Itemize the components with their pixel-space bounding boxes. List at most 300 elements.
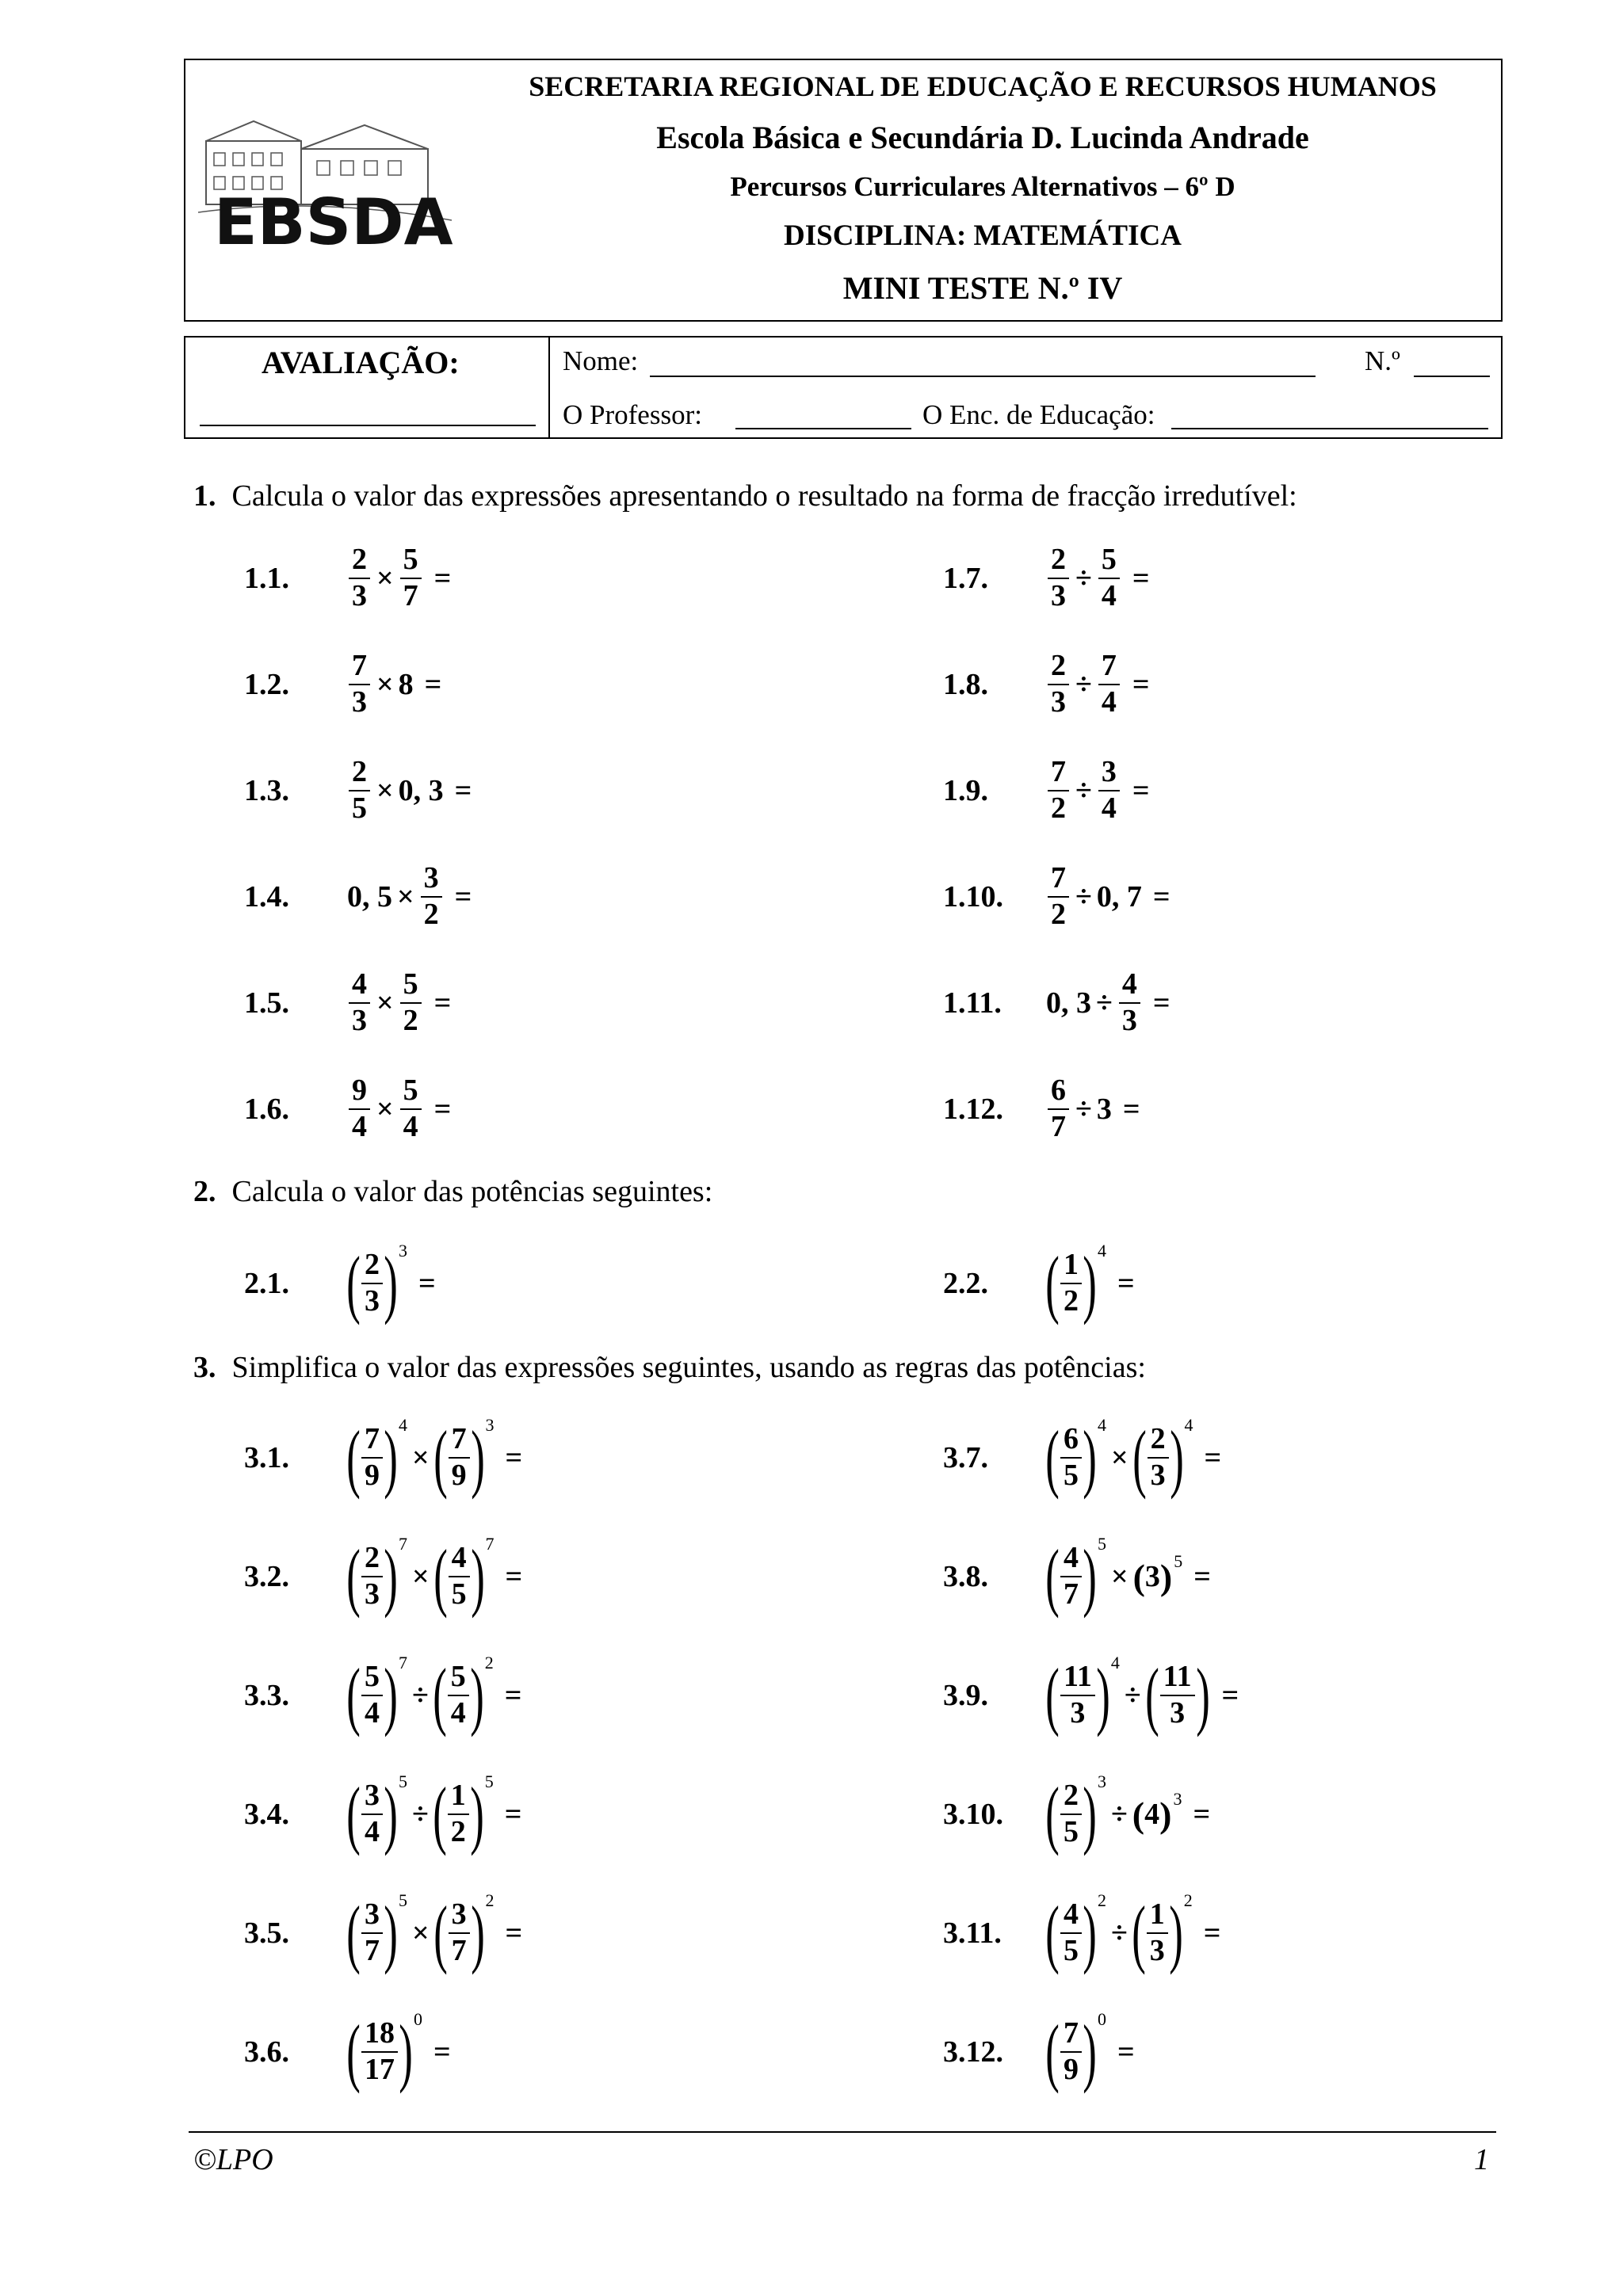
exponent: 4 — [398, 1415, 407, 1435]
question-text: Simplifica o valor das expressões seguintes, usando as regras das potências: — [231, 1351, 1146, 1384]
denominator: 7 — [1063, 1577, 1079, 1611]
exercise-item — [244, 1521, 522, 1632]
expression — [1046, 757, 1150, 825]
right-paren: ) — [384, 1890, 398, 1975]
equals-sign: = — [1132, 562, 1150, 595]
denominator: 5 — [1063, 1459, 1079, 1492]
fraction — [349, 544, 370, 612]
expression — [346, 1772, 522, 1856]
footer-copyright: ©LPO — [193, 2143, 273, 2176]
power-expression — [346, 1241, 407, 1325]
left-paren: ( — [1045, 2009, 1060, 2094]
fraction — [349, 1075, 370, 1143]
fraction — [361, 1249, 383, 1318]
exercise-number: 3.4. — [244, 1798, 289, 1831]
evaluation-grade-line[interactable] — [200, 425, 536, 426]
exercise-item — [244, 948, 451, 1058]
exercise-item — [943, 1997, 1135, 2107]
teacher-field[interactable] — [735, 428, 911, 429]
exercise-item — [943, 735, 1150, 846]
exercise-number: 3.9. — [943, 1679, 988, 1712]
exponent: 3 — [1097, 1772, 1106, 1791]
power-expression — [1045, 1772, 1106, 1856]
right-paren: ) — [470, 1534, 485, 1619]
teacher-label: O Professor: — [563, 399, 702, 430]
expression — [1045, 1415, 1222, 1500]
equals-sign: = — [1204, 1441, 1222, 1474]
numerator: 3 — [423, 861, 439, 895]
fraction — [349, 969, 370, 1037]
numerator: 1 — [1063, 1248, 1079, 1282]
equals-sign: = — [1132, 668, 1150, 701]
equals-sign: = — [454, 880, 472, 913]
numerator: 7 — [1101, 649, 1117, 683]
base-value: 3 — [1144, 1560, 1160, 1593]
numerator: 4 — [1063, 1541, 1079, 1575]
numerator: 5 — [450, 1660, 466, 1694]
exercise-item — [943, 948, 1170, 1058]
equals-sign: = — [1193, 1560, 1211, 1593]
numerator: 4 — [1121, 967, 1137, 1001]
fraction — [1048, 863, 1069, 931]
exercise-number: 3.6. — [244, 2035, 289, 2069]
fraction — [448, 1661, 469, 1730]
exercise-item — [244, 735, 472, 846]
exponent: 3 — [1173, 1788, 1182, 1809]
evaluation-box — [184, 336, 1503, 439]
power-expression — [1045, 1653, 1120, 1737]
power-expression — [346, 1890, 407, 1975]
right-paren: ) — [1096, 1653, 1110, 1737]
denominator: 2 — [1051, 898, 1066, 931]
fraction — [1048, 757, 1069, 825]
expression — [346, 1241, 436, 1325]
left-paren: ( — [433, 1890, 448, 1975]
exponent: 5 — [398, 1772, 407, 1791]
operator: × — [411, 1560, 430, 1593]
left-paren: ( — [1144, 1653, 1159, 1737]
operator: ÷ — [1075, 880, 1092, 913]
right-paren: ) — [1083, 2009, 1097, 2094]
exponent: 5 — [1097, 1534, 1106, 1554]
fraction — [1060, 1424, 1082, 1492]
operator: × — [1110, 1560, 1128, 1593]
operator: ÷ — [1124, 1679, 1141, 1712]
denominator: 3 — [1150, 1459, 1166, 1492]
equals-sign: = — [454, 774, 472, 807]
numerator: 5 — [403, 1074, 418, 1108]
question-3-heading — [193, 1350, 1146, 1385]
operator: ÷ — [1110, 1798, 1128, 1831]
expression — [1046, 544, 1150, 612]
fraction — [361, 1661, 383, 1730]
fraction — [449, 1424, 470, 1492]
right-paren: ) — [384, 1653, 398, 1737]
expression — [1045, 2009, 1135, 2094]
expression — [347, 544, 451, 612]
header-course: Percursos Curriculares Alternativos – 6º D — [730, 171, 1235, 202]
fraction — [1148, 1424, 1169, 1492]
expression — [1045, 1772, 1211, 1856]
denominator: 4 — [364, 1815, 380, 1848]
numerator: 7 — [352, 649, 367, 683]
denominator: 3 — [1121, 1004, 1137, 1037]
exercise-number: 1.6. — [244, 1093, 289, 1126]
exponent: 5 — [398, 1890, 407, 1910]
operator: ÷ — [1075, 774, 1092, 807]
left-paren: ( — [1132, 1415, 1147, 1500]
expression — [1046, 969, 1170, 1037]
base-value: 4 — [1144, 1798, 1160, 1831]
fraction — [421, 863, 442, 931]
right-paren: ) — [399, 2009, 413, 2094]
exercise-number: 1.3. — [244, 774, 289, 807]
fraction — [361, 1780, 383, 1848]
equals-sign: = — [1122, 1093, 1140, 1126]
power-expression — [1045, 1241, 1106, 1325]
footer-page-number: 1 — [1474, 2143, 1489, 2176]
right-paren: ) — [1159, 1794, 1172, 1835]
equals-sign: = — [1193, 1798, 1211, 1831]
exponent: 7 — [398, 1534, 407, 1554]
expression — [346, 1890, 523, 1975]
fraction — [1060, 2018, 1082, 2086]
expression — [347, 757, 472, 825]
equals-sign: = — [1132, 774, 1150, 807]
fraction — [349, 650, 370, 719]
denominator: 3 — [352, 685, 367, 719]
operator: × — [397, 880, 414, 913]
numerator: 2 — [364, 1248, 380, 1282]
expression — [347, 863, 472, 931]
operator: ÷ — [1075, 668, 1092, 701]
equals-sign: = — [418, 1267, 436, 1300]
denominator: 5 — [451, 1577, 467, 1611]
question-number: 1. — [193, 479, 216, 513]
power-expression — [432, 1653, 494, 1737]
exercise-number: 3.1. — [244, 1441, 289, 1474]
exercise-item — [943, 1054, 1140, 1165]
numerator: 1 — [450, 1779, 466, 1813]
number-value: 0, 5 — [347, 880, 392, 913]
operator: × — [376, 986, 394, 1020]
operator: × — [1110, 1441, 1128, 1474]
exponent: 0 — [1097, 2009, 1106, 2029]
right-paren: ) — [1083, 1241, 1097, 1325]
exercise-item — [244, 1402, 522, 1513]
exercise-number: 1.1. — [244, 562, 289, 595]
logo-lettering: EBSDA — [214, 185, 453, 259]
exercise-number: 3.12. — [943, 2035, 1003, 2069]
evaluation-divider — [548, 338, 550, 437]
numerator: 6 — [1051, 1074, 1066, 1108]
operator: ÷ — [1096, 986, 1113, 1020]
exercise-item — [244, 1759, 521, 1870]
equals-sign: = — [1152, 986, 1170, 1020]
right-paren: ) — [1169, 1415, 1184, 1500]
expression — [347, 969, 451, 1037]
exponent: 4 — [1184, 1415, 1193, 1435]
exponent: 2 — [1097, 1890, 1106, 1910]
fraction — [1060, 1899, 1082, 1967]
expression — [346, 2009, 451, 2094]
operator: × — [411, 1441, 430, 1474]
number-value: 3 — [1096, 1093, 1112, 1126]
numerator: 5 — [1101, 543, 1117, 577]
fraction — [400, 1075, 422, 1143]
denominator: 9 — [364, 1459, 380, 1492]
exponent: 4 — [1097, 1415, 1106, 1435]
numerator: 3 — [451, 1897, 467, 1932]
exercise-item — [943, 629, 1150, 740]
fraction — [349, 757, 370, 825]
equals-sign: = — [424, 668, 442, 701]
fraction — [400, 969, 422, 1037]
numerator: 4 — [1063, 1897, 1079, 1932]
numerator: 2 — [1051, 649, 1066, 683]
right-paren: ) — [1083, 1534, 1097, 1619]
number-label: N.º — [1365, 345, 1400, 376]
numerator: 2 — [1051, 543, 1066, 577]
denominator: 5 — [352, 791, 367, 825]
power-expression — [346, 1653, 407, 1737]
guardian-field[interactable] — [1171, 428, 1488, 429]
name-label: Nome: — [563, 345, 639, 376]
question-2-heading — [193, 1174, 712, 1209]
exercise-number: 3.7. — [943, 1441, 988, 1474]
exponent: 2 — [485, 1890, 495, 1910]
right-paren: ) — [384, 1415, 398, 1500]
expression — [346, 1653, 522, 1737]
equals-sign: = — [1221, 1679, 1239, 1712]
denominator: 3 — [364, 1284, 380, 1318]
exponent: 2 — [1183, 1890, 1193, 1910]
exponent: 3 — [398, 1241, 407, 1261]
right-paren: ) — [469, 1653, 484, 1737]
evaluation-label: AVALIAÇÃO: — [262, 345, 460, 380]
right-paren: ) — [470, 1890, 485, 1975]
equals-sign: = — [1117, 1267, 1135, 1300]
left-paren: ( — [432, 1653, 447, 1737]
exercise-item — [943, 523, 1150, 634]
left-paren: ( — [346, 1653, 361, 1737]
number-value: 0, 3 — [1046, 986, 1091, 1020]
equals-sign: = — [433, 562, 452, 595]
equals-sign: = — [505, 1441, 523, 1474]
exercise-number: 1.10. — [943, 880, 1003, 913]
numerator: 2 — [1063, 1779, 1079, 1813]
exercise-number: 3.10. — [943, 1798, 1003, 1831]
equals-sign: = — [505, 1560, 523, 1593]
exercise-item — [244, 1878, 522, 1989]
header-test-title: MINI TESTE N.º IV — [842, 270, 1123, 306]
denominator: 7 — [403, 579, 418, 612]
operator: ÷ — [1075, 1093, 1092, 1126]
equals-sign: = — [433, 1093, 452, 1126]
number-field[interactable] — [1414, 376, 1490, 377]
name-field[interactable] — [650, 376, 1316, 377]
denominator: 7 — [364, 1934, 380, 1967]
denominator: 5 — [1063, 1815, 1079, 1848]
operator: ÷ — [411, 1798, 429, 1831]
left-paren: ( — [1132, 1556, 1145, 1597]
operator: × — [376, 562, 394, 595]
denominator: 3 — [352, 579, 367, 612]
equals-sign: = — [1203, 1917, 1221, 1950]
number-value: 0, 7 — [1096, 880, 1142, 913]
operator: × — [376, 1093, 394, 1126]
numerator: 7 — [1063, 2016, 1079, 2050]
exponent: 7 — [485, 1534, 495, 1554]
fraction — [361, 1424, 383, 1492]
right-paren: ) — [1083, 1772, 1097, 1856]
exercise-item — [943, 1878, 1220, 1989]
exponent: 4 — [1097, 1241, 1106, 1261]
exercise-item — [943, 1640, 1239, 1751]
exercise-number: 1.12. — [943, 1093, 1003, 1126]
power-expression — [1045, 1415, 1106, 1500]
denominator: 2 — [423, 898, 439, 931]
fraction — [1098, 757, 1120, 825]
denominator: 17 — [364, 2053, 395, 2086]
footer-rule — [189, 2131, 1496, 2133]
power-expression — [346, 1534, 407, 1619]
exponent: 5 — [484, 1772, 494, 1791]
expression — [1046, 1075, 1140, 1143]
exercise-item — [244, 1997, 451, 2107]
exercise-number: 3.3. — [244, 1679, 289, 1712]
right-paren: ) — [1083, 1890, 1097, 1975]
fraction — [361, 1899, 383, 1967]
numerator: 11 — [1063, 1660, 1092, 1694]
denominator: 3 — [1051, 685, 1066, 719]
denominator: 3 — [1070, 1696, 1086, 1730]
denominator: 7 — [451, 1934, 467, 1967]
number-value: 8 — [398, 668, 414, 701]
left-paren: ( — [1045, 1241, 1060, 1325]
left-paren: ( — [1045, 1890, 1060, 1975]
exercise-item — [244, 629, 441, 740]
expression — [1045, 1653, 1239, 1737]
numerator: 9 — [352, 1074, 367, 1108]
fraction — [449, 1543, 470, 1611]
equals-sign: = — [504, 1679, 522, 1712]
power-expression — [433, 1890, 495, 1975]
right-paren: ) — [384, 1534, 398, 1619]
header-subject: DISCIPLINA: MATEMÁTICA — [784, 219, 1182, 252]
operator: × — [411, 1917, 430, 1950]
exercise-number: 1.9. — [943, 774, 988, 807]
question-text: Calcula o valor das expressões apresentando o resultado na forma de fracção irredutível: — [231, 479, 1297, 513]
equals-sign: = — [504, 1798, 522, 1831]
denominator: 3 — [352, 1004, 367, 1037]
right-paren: ) — [384, 1241, 398, 1325]
expression — [1046, 650, 1150, 719]
operator: ÷ — [1075, 562, 1092, 595]
exercise-item — [943, 1402, 1221, 1513]
power-expression — [1045, 2009, 1106, 2094]
power-expression — [1132, 1550, 1183, 1598]
numerator: 2 — [364, 1541, 380, 1575]
exercise-item — [244, 1228, 436, 1339]
right-paren: ) — [1083, 1415, 1097, 1500]
power-expression — [433, 1415, 495, 1500]
fraction — [1160, 1661, 1195, 1730]
right-paren: ) — [1195, 1653, 1210, 1737]
fraction — [1098, 544, 1120, 612]
numerator: 7 — [1051, 755, 1066, 789]
fraction — [1060, 1780, 1082, 1848]
exercise-number: 1.8. — [943, 668, 988, 701]
equals-sign: = — [1117, 2035, 1135, 2069]
denominator: 3 — [1170, 1696, 1186, 1730]
exercise-item — [244, 1054, 451, 1165]
numerator: 11 — [1163, 1660, 1192, 1694]
power-expression — [1144, 1653, 1211, 1737]
exercise-number: 1.5. — [244, 986, 289, 1020]
numerator: 4 — [451, 1541, 467, 1575]
fraction — [1048, 1075, 1069, 1143]
exercise-number: 1.4. — [244, 880, 289, 913]
numerator: 6 — [1063, 1422, 1079, 1456]
exponent: 4 — [1110, 1653, 1120, 1672]
equals-sign: = — [433, 986, 452, 1020]
numerator: 2 — [352, 543, 367, 577]
exponent: 7 — [398, 1653, 407, 1672]
denominator: 4 — [403, 1110, 418, 1143]
denominator: 2 — [450, 1815, 466, 1848]
left-paren: ( — [346, 2009, 361, 2094]
exercise-number: 2.1. — [244, 1267, 289, 1300]
exponent: 5 — [1174, 1550, 1183, 1571]
numerator: 4 — [352, 967, 367, 1001]
denominator: 3 — [364, 1577, 380, 1611]
left-paren: ( — [433, 1415, 448, 1500]
fraction — [1098, 650, 1120, 719]
numerator: 2 — [1150, 1422, 1166, 1456]
right-paren: ) — [470, 1415, 485, 1500]
fraction — [1048, 650, 1069, 719]
power-expression — [433, 1534, 495, 1619]
expression — [347, 650, 441, 719]
question-text: Calcula o valor das potências seguintes: — [231, 1175, 713, 1208]
numerator: 5 — [403, 543, 418, 577]
denominator: 2 — [1063, 1284, 1079, 1318]
denominator: 3 — [1051, 579, 1066, 612]
left-paren: ( — [1045, 1653, 1060, 1737]
left-paren: ( — [1045, 1772, 1060, 1856]
denominator: 3 — [1149, 1934, 1165, 1967]
numerator: 3 — [1101, 755, 1117, 789]
power-expression — [432, 1772, 494, 1856]
question-1-heading — [193, 479, 1297, 513]
header-ministry: SECRETARIA REGIONAL DE EDUCAÇÃO E RECURSOS HUMANOS — [529, 71, 1437, 102]
numerator: 5 — [364, 1660, 380, 1694]
exercise-item — [943, 1228, 1135, 1339]
power-expression — [1132, 1788, 1182, 1836]
question-number: 3. — [193, 1351, 216, 1384]
operator: × — [376, 668, 394, 701]
numerator: 5 — [403, 967, 418, 1001]
right-paren: ) — [384, 1772, 398, 1856]
numerator: 7 — [364, 1422, 380, 1456]
equals-sign: = — [433, 2035, 451, 2069]
exponent: 2 — [484, 1653, 494, 1672]
exercise-item — [244, 841, 472, 952]
exponent: 0 — [413, 2009, 422, 2029]
number-value: 0, 3 — [398, 774, 444, 807]
denominator: 4 — [1101, 579, 1117, 612]
